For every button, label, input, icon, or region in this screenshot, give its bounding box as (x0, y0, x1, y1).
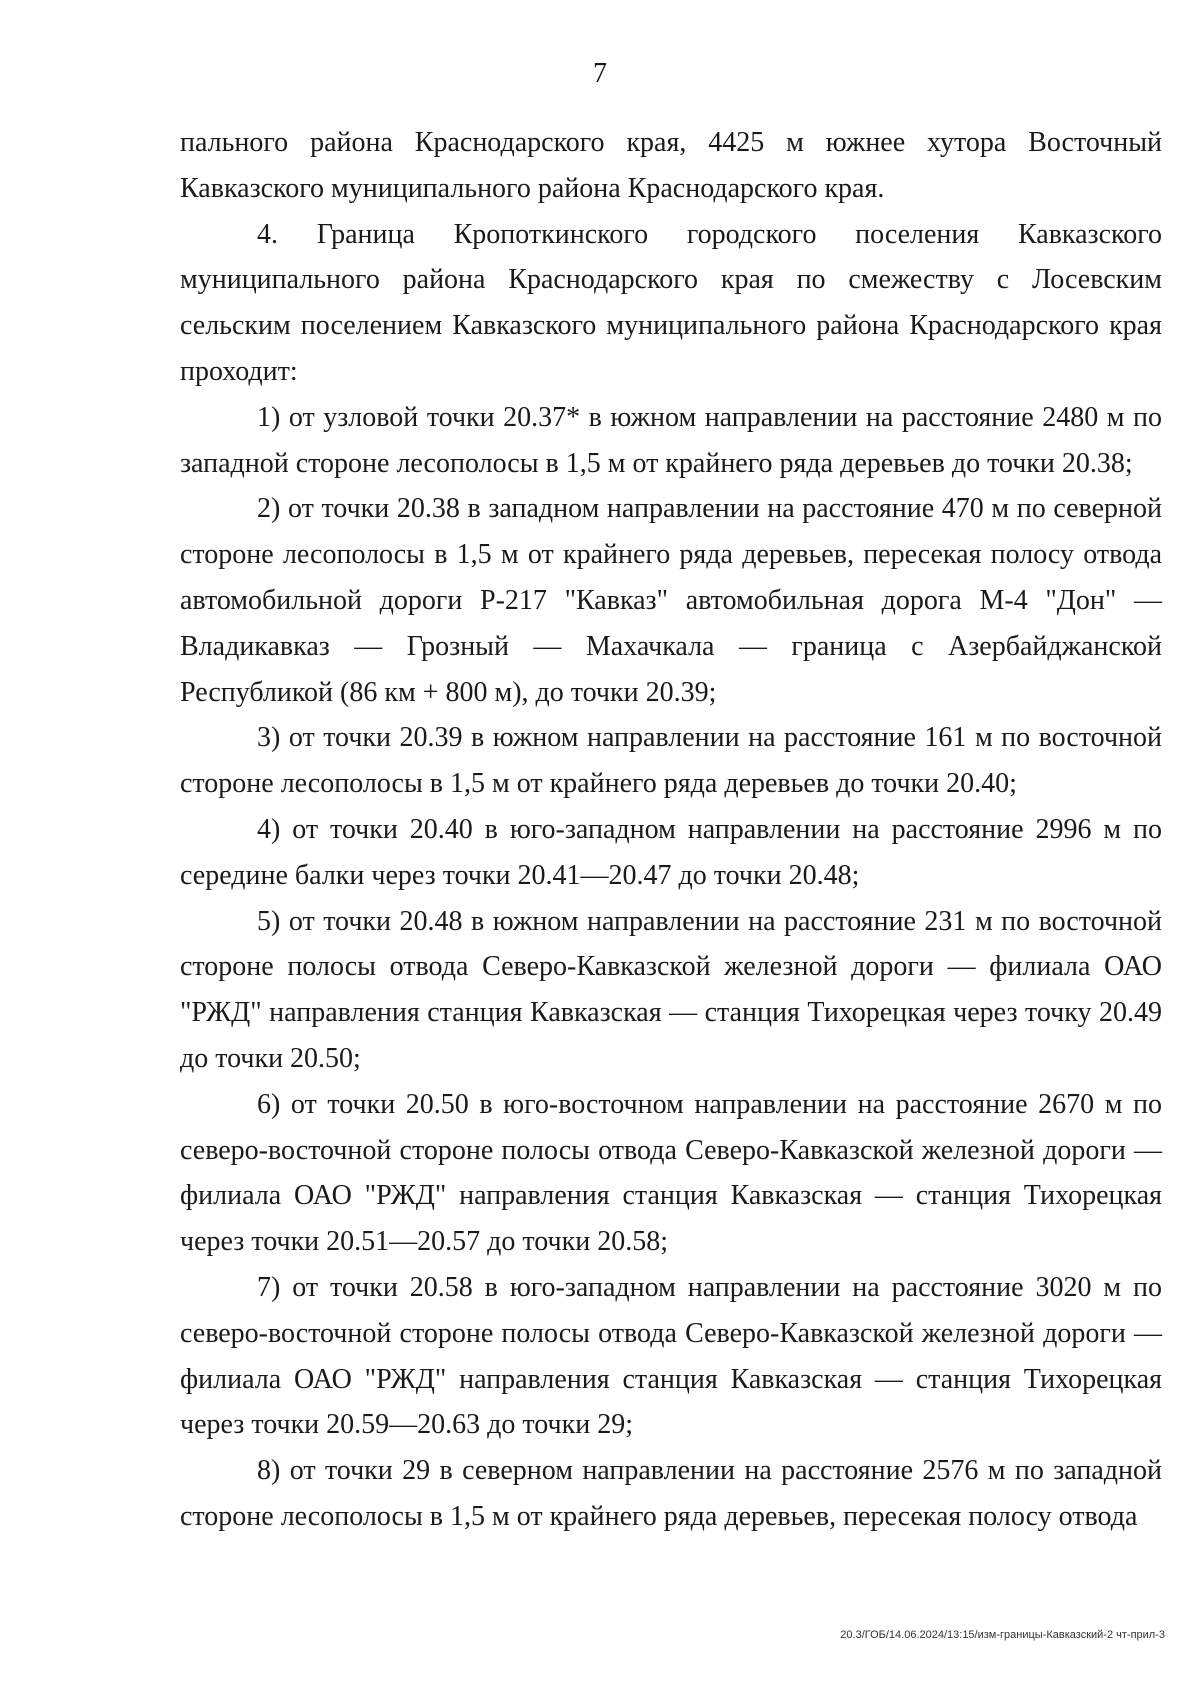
list-item-5: 5) от точки 20.48 в южном направлении на расстояние 231 м по восточной стороне полосы отвода Северо-Кавказской железной дороги — филиала ОАО "РЖД" направления станция Кавказская — станция Тихорецкая через точку 20.49 до точки 20.50; (180, 905, 1162, 1074)
list-item-3: 3) от точки 20.39 в южном направлении на расстояние 161 м по восточной стороне лесополосы в 1,5 м от крайнего ряда деревьев до точки 20.40; (180, 722, 1162, 800)
list-item-8: 8) от точки 29 в северном направлении на расстояние 2576 м по западной стороне лесополосы в 1,5 м от крайнего ряда деревьев, пересекая полосу отвода (180, 1455, 1162, 1532)
list-item-1: 1) от узловой точки 20.37* в южном направлении на расстояние 2480 м по западной стороне лесополосы в 1,5 м от крайнего ряда деревьев до точки 20.38; (180, 401, 1162, 479)
list-item-6: 6) от точки 20.50 в юго-восточном направлении на расстояние 2670 м по северо-восточной стороне полосы отвода Северо-Кавказской железной дороги — филиала ОАО "РЖД" направления станция Кавказская — станция Тихорецкая через точки 20.51—20.57 до точки 20.58; (180, 1088, 1162, 1258)
paragraph-continuation: пального района Краснодарского края, 4425 м южнее хутора Восточный Кавказского муниципального района Краснодарского края. (180, 127, 1162, 204)
page-number: 7 (593, 58, 607, 89)
document-body (180, 120, 1162, 1540)
list-item-2: 2) от точки 20.38 в западном направлении на расстояние 470 м по северной стороне лесополосы в 1,5 м от крайнего ряда деревьев, пересекая полосу отвода автомобильной дороги Р-217 "Кавказ" автомобильная дорога М-4 "Дон" — Владикавказ — Грозный — Махачкала — граница с Азербайджанской Республикой (86 км + 800 м), до точки 20.39; (180, 493, 1162, 708)
list-item-4: 4) от точки 20.40 в юго-западном направлении на расстояние 2996 м по середине балки через точки 20.41—20.47 до точки 20.48; (180, 813, 1162, 891)
document-footer-code: 20.3/ГОБ/14.06.2024/13:15/изм-границы-Кавказский-2 чт-прил-3 (840, 1629, 1165, 1641)
list-item-7: 7) от точки 20.58 в юго-западном направлении на расстояние 3020 м по северо-восточной стороне полосы отвода Северо-Кавказской железной дороги — филиала ОАО "РЖД" направления станция Кавказская — станция Тихорецкая через точки 20.59—20.63 до точки 29; (180, 1271, 1162, 1441)
paragraph-section-4: 4. Граница Кропоткинского городского поселения Кавказского муниципального района Краснодарского края по смежеству с Лосевским сельским поселением Кавказского муниципального района Краснодарского края проходит: (180, 218, 1162, 387)
